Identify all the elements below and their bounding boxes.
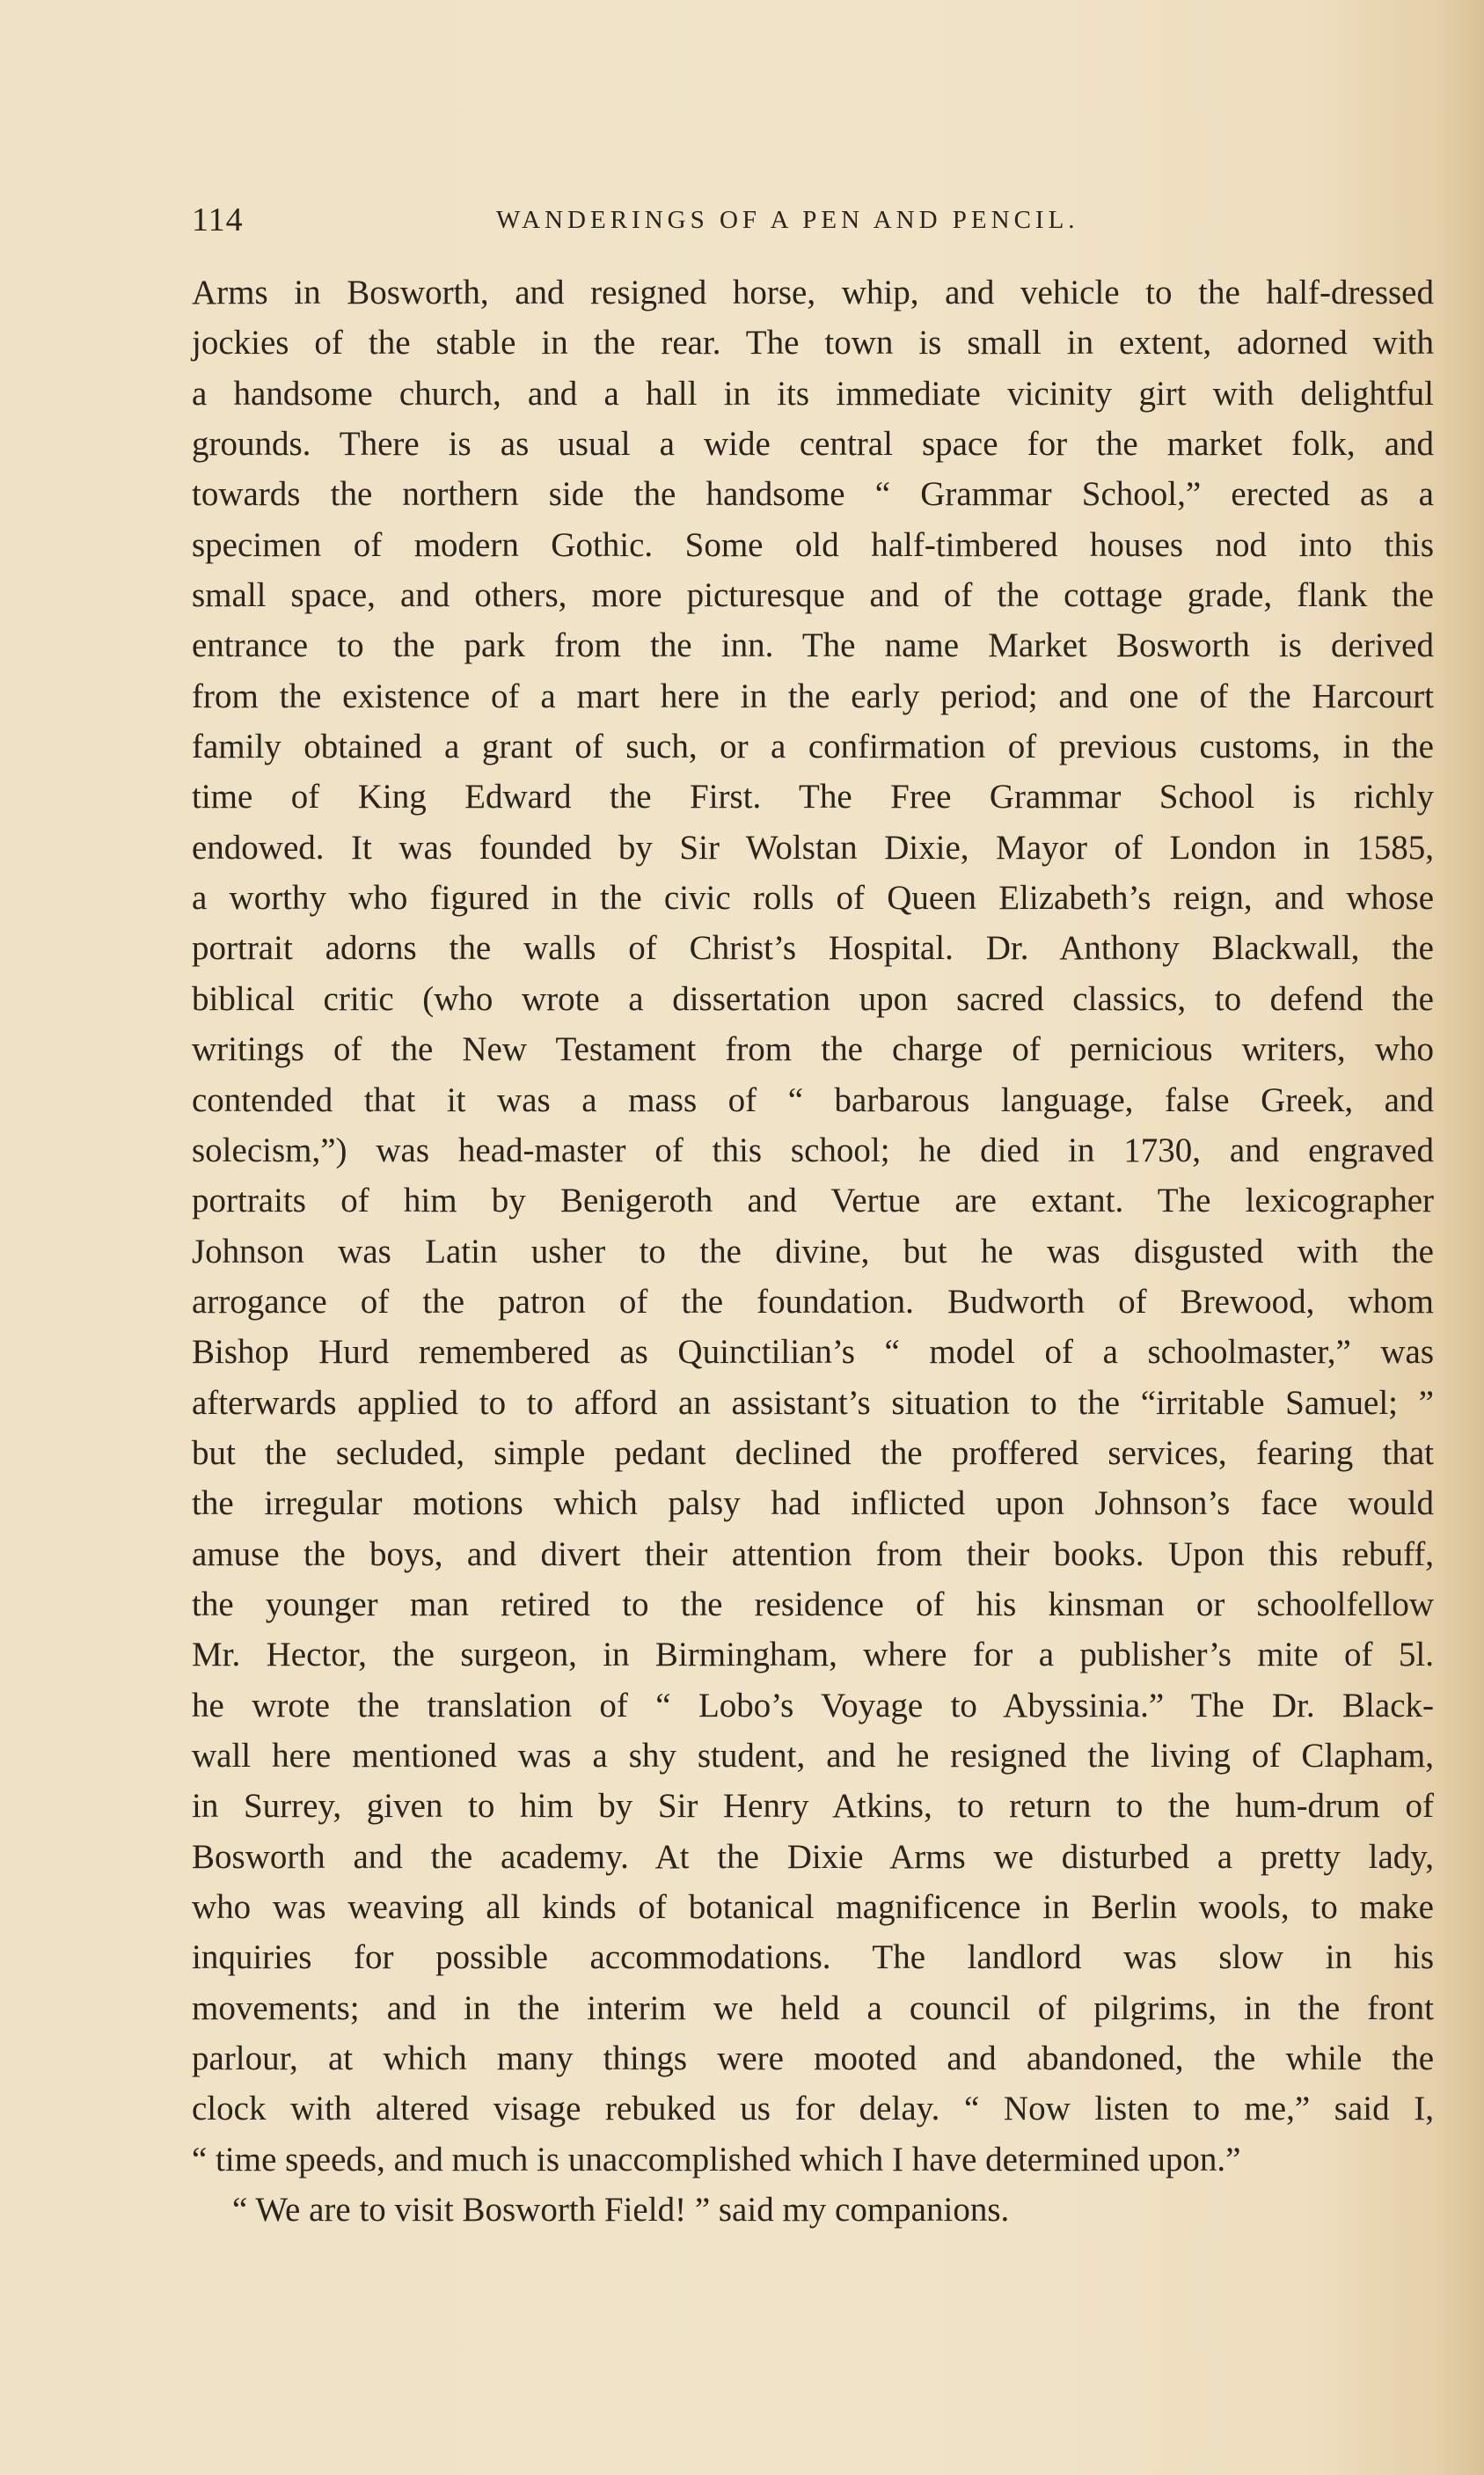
text-line: clock with altered visage rebuked us for delay. “ Now listen to me,” said I, (192, 2090, 1434, 2128)
text-line: towards the northern side the handsome “ Grammar School,” erected as a (192, 475, 1434, 514)
text-line: grounds. There is as usual a wide central space for the market folk, and (192, 425, 1434, 464)
text-line: biblical critic (who wrote a dissertation upon sacred classics, to defend the (192, 979, 1434, 1018)
text-line: entrance to the park from the inn. The name Market Bosworth is derived (192, 626, 1434, 665)
page-number: 114 (192, 201, 244, 238)
text-line: endowed. It was founded by Sir Wolstan Dixie, Mayor of London in 1585, (192, 828, 1434, 867)
text-line: the younger man retired to the residence of his kinsman or schoolfellow (192, 1585, 1434, 1623)
body-text (192, 267, 1434, 2235)
text-line: the irregular motions which palsy had inflicted upon Johnson’s face would (192, 1484, 1434, 1523)
text-line: arrogance of the patron of the foundation. Budworth of Brewood, whom (192, 1282, 1434, 1321)
text-line: afterwards applied to to afford an assistant’s situation to the “irritable Samuel; ” (192, 1383, 1434, 1422)
text-line: portraits of him by Benigeroth and Vertue are extant. The lexicographer (192, 1182, 1434, 1220)
text-line: amuse the boys, and divert their attention from their books. Upon this rebuff, (192, 1534, 1434, 1573)
text-line: Arms in Bosworth, and resigned horse, whip, and vehicle to the half-dressed (192, 274, 1434, 311)
text-line: contended that it was a mass of “ barbarous language, false Greek, and (192, 1080, 1434, 1119)
text-line: Bosworth and the academy. At the Dixie Arms we disturbed a pretty lady, (192, 1837, 1434, 1876)
text-line: Bishop Hurd remembered as Quinctilian’s “ model of a schoolmaster,” was (192, 1333, 1434, 1372)
text-line: from the existence of a mart here in the early period; and one of the Harcourt (192, 677, 1434, 715)
text-line: “ We are to visit Bosworth Field! ” said my companions. (232, 2191, 1010, 2230)
text-line: inquiries for possible accommodations. The landlord was slow in his (192, 1938, 1434, 1977)
text-line: a handsome church, and a hall in its immediate vicinity girt with delightful (192, 374, 1434, 413)
text-line: Johnson was Latin usher to the divine, but he was disgusted with the (192, 1232, 1434, 1270)
text-line: specimen of modern Gothic. Some old half-timbered houses nod into this (192, 525, 1434, 564)
book-title: WANDERINGS OF A PEN AND PENCIL. (496, 206, 1079, 234)
running-head (192, 201, 1441, 245)
text-line: portrait adorns the walls of Christ’s Hospital. Dr. Anthony Blackwall, the (192, 929, 1434, 968)
text-line: he wrote the translation of “ Lobo’s Voyage to Abyssinia.” The Dr. Black- (192, 1686, 1434, 1724)
text-line: solecism,”) was head-master of this school; he died in 1730, and engraved (192, 1131, 1434, 1169)
text-line: jockies of the stable in the rear. The town is small in extent, adorned with (192, 324, 1434, 362)
text-line: in Surrey, given to him by Sir Henry Atkins, to return to the hum-drum of (192, 1787, 1434, 1826)
text-line: but the secluded, simple pedant declined the proffered services, fearing that (192, 1433, 1434, 1472)
text-line: parlour, at which many things were mooted and abandoned, the while the (192, 2039, 1434, 2078)
text-line: a worthy who figured in the civic rolls of Queen Elizabeth’s reign, and whose (192, 879, 1434, 918)
text-line: small space, and others, more picturesque and of the cottage grade, flank the (192, 576, 1434, 615)
text-line: who was weaving all kinds of botanical magnificence in Berlin wools, to make (192, 1888, 1434, 1926)
text-line: family obtained a grant of such, or a confirmation of previous customs, in the (192, 728, 1434, 766)
text-line: wall here mentioned was a shy student, and he resigned the living of Clapham, (192, 1736, 1434, 1775)
text-line: movements; and in the interim we held a council of pilgrims, in the front (192, 1988, 1434, 2027)
text-line: “ time speeds, and much is unaccomplished which I have determined upon.” (192, 2140, 1241, 2178)
text-line: writings of the New Testament from the charge of pernicious writers, who (192, 1030, 1434, 1069)
text-line: time of King Edward the First. The Free Grammar School is richly (192, 778, 1434, 816)
text-line: Mr. Hector, the surgeon, in Birmingham, where for a publisher’s mite of 5l. (192, 1636, 1434, 1674)
